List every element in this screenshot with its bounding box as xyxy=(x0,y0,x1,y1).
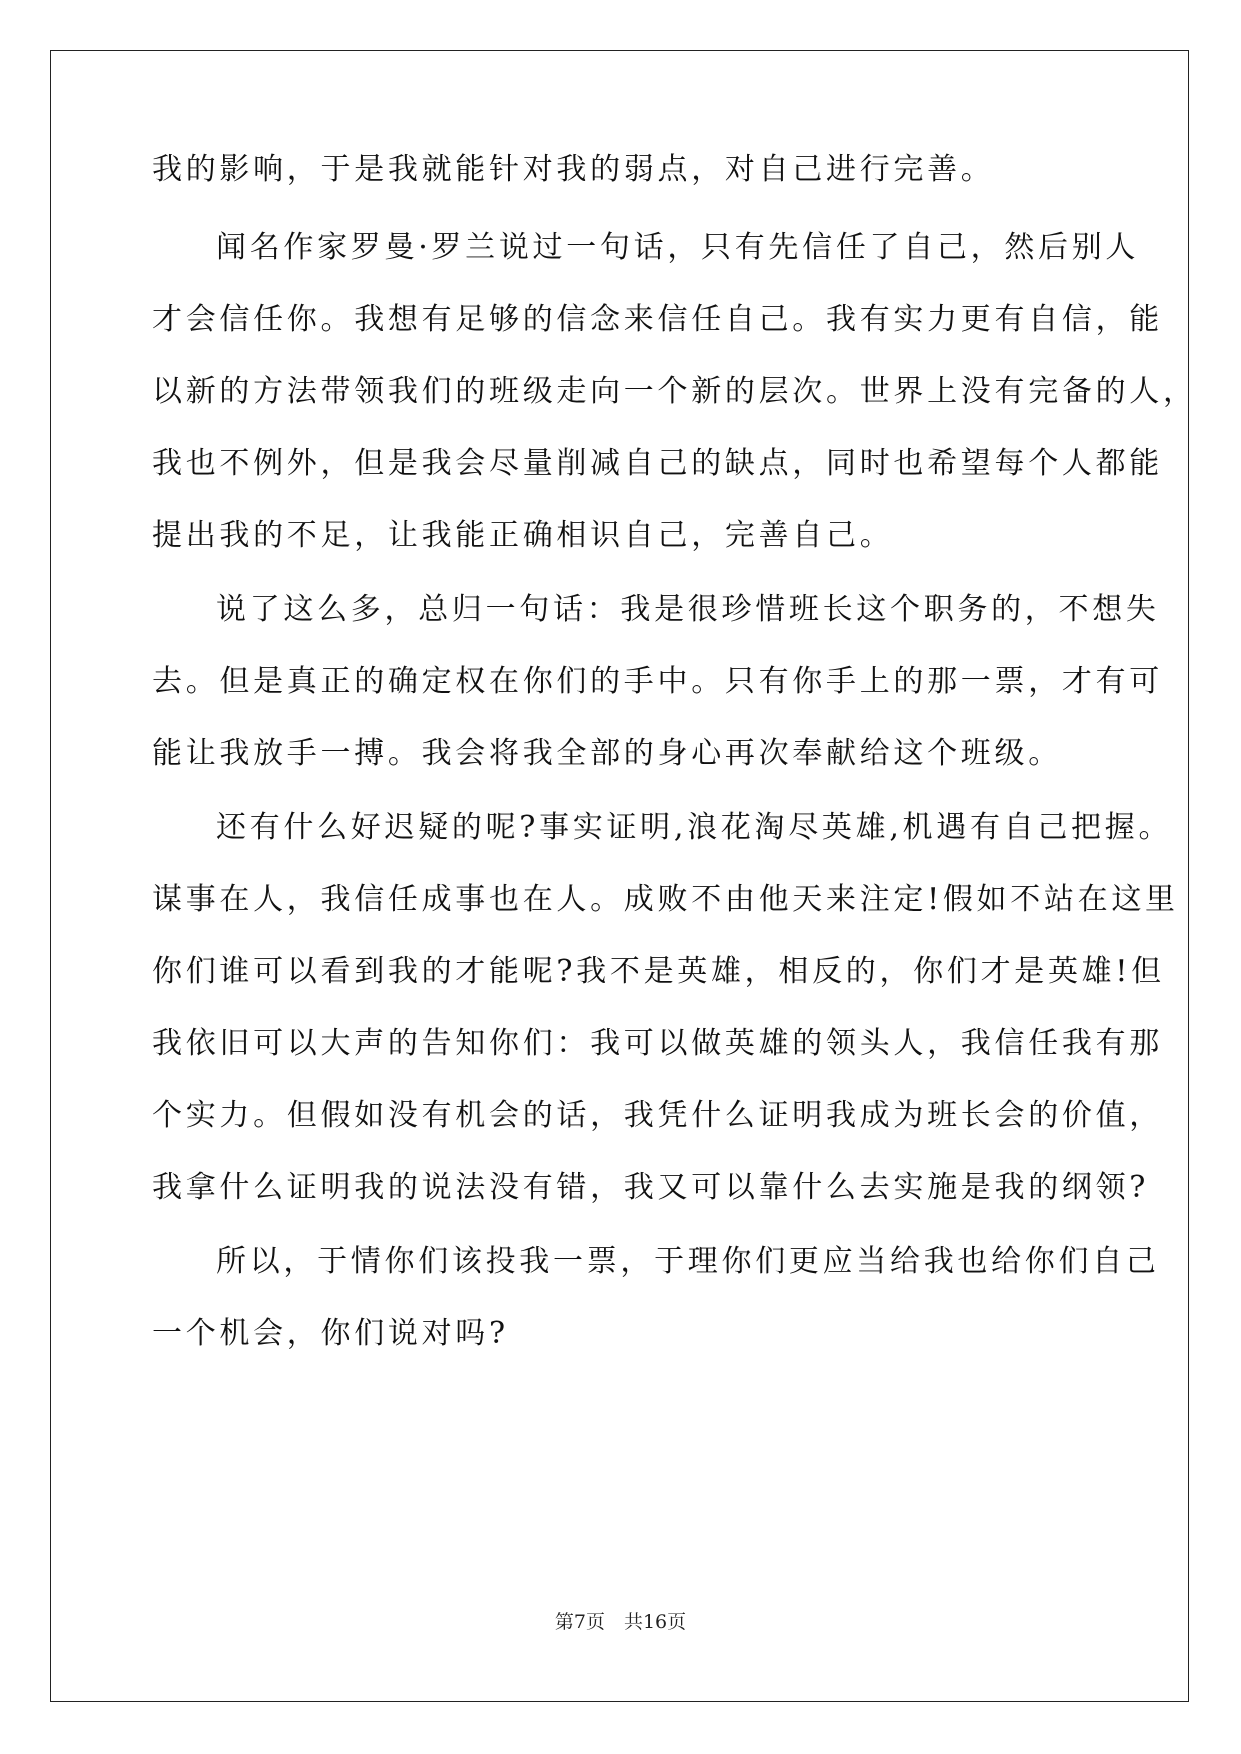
paragraph-start-line: 说了这么多，总归一句话：我是很珍惜班长这个职务的，不想失 xyxy=(216,592,1160,627)
text-line: 提出我的不足，让我能正确相识自己，完善自己。 xyxy=(152,518,894,553)
page-number-footer: 第7页 共16页 xyxy=(554,1611,687,1633)
text-line: 你们谁可以看到我的才能呢?我不是英雄，相反的，你们才是英雄!但 xyxy=(152,954,1165,989)
text-line: 才会信任你。我想有足够的信念来信任自己。我有实力更有自信，能 xyxy=(152,302,1163,337)
paragraph-start-line: 所以，于情你们该投我一票，于理你们更应当给我也给你们自己 xyxy=(216,1244,1160,1279)
text-line: 谋事在人，我信任成事也在人。成败不由他天来注定!假如不站在这里 xyxy=(152,882,1179,917)
text-line: 我拿什么证明我的说法没有错，我又可以靠什么去实施是我的纲领? xyxy=(152,1170,1150,1205)
text-line: 我的影响，于是我就能针对我的弱点，对自己进行完善。 xyxy=(152,152,995,187)
text-line: 以新的方法带领我们的班级走向一个新的层次。世界上没有完备的人， xyxy=(152,374,1197,409)
text-line: 我也不例外，但是我会尽量削减自己的缺点，同时也希望每个人都能 xyxy=(152,446,1163,481)
paragraph-start-line: 闻名作家罗曼·罗兰说过一句话，只有先信任了自己，然后别人 xyxy=(216,230,1140,265)
paragraph-start-line: 还有什么好迟疑的呢?事实证明,浪花淘尽英雄,机遇有自己把握。 xyxy=(216,810,1173,845)
text-line: 个实力。但假如没有机会的话，我凭什么证明我成为班长会的价值， xyxy=(152,1098,1163,1133)
text-line: 去。但是真正的确定权在你们的手中。只有你手上的那一票，才有可 xyxy=(152,664,1163,699)
page-border xyxy=(50,50,1197,1702)
text-line: 一个机会，你们说对吗? xyxy=(152,1316,509,1351)
text-line: 能让我放手一搏。我会将我全部的身心再次奉献给这个班级。 xyxy=(152,736,1062,771)
text-line: 我依旧可以大声的告知你们：我可以做英雄的领头人，我信任我有那 xyxy=(152,1026,1163,1061)
